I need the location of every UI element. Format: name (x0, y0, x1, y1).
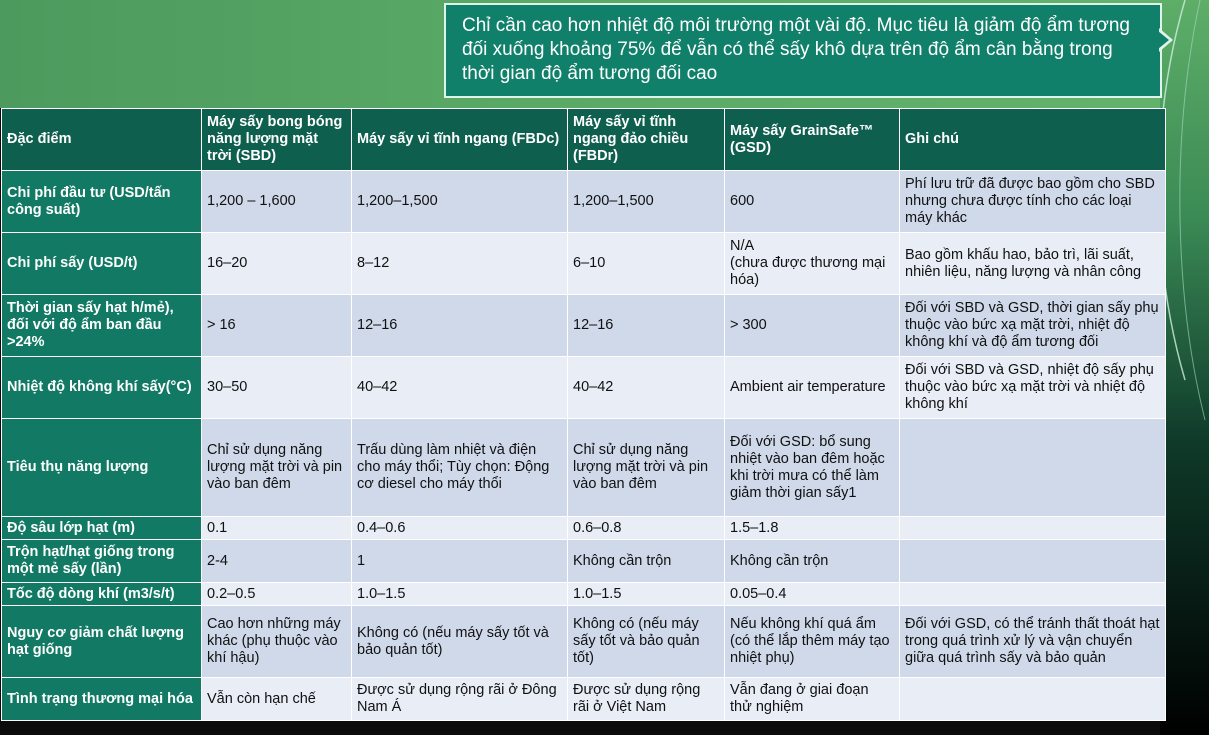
table-header-row (2, 109, 1166, 171)
cell-notes: Đối với GSD, có thể tránh thất thoát hạt trong quá trình xử lý và vận chuyển giữa quá trình sấy và bảo quản (900, 606, 1166, 678)
cell-feature: Tình trạng thương mại hóa (2, 678, 202, 721)
cell-sbd: 2-4 (202, 540, 352, 583)
cell-fbdr: 6–10 (568, 233, 725, 295)
cell-feature: Nhiệt độ không khí sấy(°C) (2, 357, 202, 419)
cell-sbd: 30–50 (202, 357, 352, 419)
cell-notes (900, 540, 1166, 583)
cell-fbdc: Trấu dùng làm nhiệt và điện cho máy thổi; Tùy chọn: Động cơ diesel cho máy thổi (352, 419, 568, 517)
cell-sbd: 0.2–0.5 (202, 583, 352, 606)
table-row (2, 295, 1166, 357)
table-row (2, 233, 1166, 295)
table-row (2, 583, 1166, 606)
cell-feature: Chi phí đầu tư (USD/tấn công suất) (2, 171, 202, 233)
table-row (2, 419, 1166, 517)
table-row (2, 540, 1166, 583)
cell-gsd: Vẫn đang ở giai đoạn thử nghiệm (725, 678, 900, 721)
callout-text: Chỉ cần cao hơn nhiệt độ môi trường một vài độ. Mục tiêu là giảm độ ẩm tương đối xuống khoảng 75% để vẫn có thể sấy khô dựa trên độ ẩm cân bằng trong thời gian độ ẩm tương đối cao (462, 15, 1130, 84)
cell-feature: Thời gian sấy hạt h/mẻ), đối với độ ẩm ban đầu >24% (2, 295, 202, 357)
cell-fbdr: 0.6–0.8 (568, 517, 725, 540)
cell-sbd: 1,200 – 1,600 (202, 171, 352, 233)
cell-notes (900, 419, 1166, 517)
header-gsd: Máy sấy GrainSafe™ (GSD) (725, 109, 900, 171)
cell-fbdc: 0.4–0.6 (352, 517, 568, 540)
cell-fbdc: 8–12 (352, 233, 568, 295)
table-row (2, 357, 1166, 419)
cell-feature: Tốc độ dòng khí (m3/s/t) (2, 583, 202, 606)
cell-fbdc: 1.0–1.5 (352, 583, 568, 606)
cell-sbd: > 16 (202, 295, 352, 357)
cell-gsd: 600 (725, 171, 900, 233)
cell-gsd: 1.5–1.8 (725, 517, 900, 540)
cell-gsd: > 300 (725, 295, 900, 357)
table-row (2, 517, 1166, 540)
cell-gsd: 0.05–0.4 (725, 583, 900, 606)
cell-sbd: Chỉ sử dụng năng lượng mặt trời và pin vào ban đêm (202, 419, 352, 517)
cell-notes: Phí lưu trữ đã được bao gồm cho SBD nhưng chưa được tính cho các loại máy khác (900, 171, 1166, 233)
header-fbdc: Máy sấy vỉ tĩnh ngang (FBDc) (352, 109, 568, 171)
table-row (2, 606, 1166, 678)
cell-fbdc: 40–42 (352, 357, 568, 419)
cell-gsd: Nếu không khí quá ẩm (có thể lắp thêm máy tạo nhiệt phụ) (725, 606, 900, 678)
cell-gsd: Ambient air temperature (725, 357, 900, 419)
cell-fbdr: Không có (nếu máy sấy tốt và bảo quản tốt) (568, 606, 725, 678)
comparison-table (1, 108, 1166, 721)
cell-feature: Nguy cơ giảm chất lượng hạt giống (2, 606, 202, 678)
cell-fbdr: 1.0–1.5 (568, 583, 725, 606)
cell-sbd: 16–20 (202, 233, 352, 295)
cell-fbdr: Không cần trộn (568, 540, 725, 583)
cell-sbd: Cao hơn những máy khác (phụ thuộc vào khí hậu) (202, 606, 352, 678)
cell-fbdc: 12–16 (352, 295, 568, 357)
cell-notes: Đối với SBD và GSD, nhiệt độ sấy phụ thuộc vào bức xạ mặt trời và nhiệt độ không khí (900, 357, 1166, 419)
slide-background-right (1160, 0, 1209, 735)
cell-fbdc: Được sử dụng rộng rãi ở Đông Nam Á (352, 678, 568, 721)
cell-feature: Độ sâu lớp hạt (m) (2, 517, 202, 540)
cell-gsd: Đối với GSD: bổ sung nhiệt vào ban đêm hoặc khi trời mưa có thể làm giảm thời gian sấy1 (725, 419, 900, 517)
cell-fbdr: 12–16 (568, 295, 725, 357)
cell-sbd: Vẫn còn hạn chế (202, 678, 352, 721)
cell-fbdr: 40–42 (568, 357, 725, 419)
cell-fbdr: Chỉ sử dụng năng lượng mặt trời và pin vào ban đêm (568, 419, 725, 517)
cell-fbdr: 1,200–1,500 (568, 171, 725, 233)
cell-gsd: Không cần trộn (725, 540, 900, 583)
header-fbdr: Máy sấy vỉ tĩnh ngang đảo chiều (FBDr) (568, 109, 725, 171)
cell-fbdc: 1,200–1,500 (352, 171, 568, 233)
table-row (2, 678, 1166, 721)
header-sbd: Máy sấy bong bóng năng lượng mặt trời (SBD) (202, 109, 352, 171)
cell-notes: Bao gồm khấu hao, bảo trì, lãi suất, nhiên liệu, năng lượng và nhân công (900, 233, 1166, 295)
callout-note (444, 3, 1162, 98)
cell-fbdr: Được sử dụng rộng rãi ở Việt Nam (568, 678, 725, 721)
cell-notes (900, 517, 1166, 540)
cell-feature: Chi phí sấy (USD/t) (2, 233, 202, 295)
cell-fbdc: Không có (nếu máy sấy tốt và bảo quản tốt) (352, 606, 568, 678)
cell-fbdc: 1 (352, 540, 568, 583)
table-row (2, 171, 1166, 233)
cell-sbd: 0.1 (202, 517, 352, 540)
cell-gsd: N/A (chưa được thương mại hóa) (725, 233, 900, 295)
header-notes: Ghi chú (900, 109, 1166, 171)
cell-notes: Đối với SBD và GSD, thời gian sấy phụ thuộc vào bức xạ mặt trời, nhiệt độ không khí và độ ẩm tương đối (900, 295, 1166, 357)
header-feature: Đặc điểm (2, 109, 202, 171)
cell-feature: Trộn hạt/hạt giống trong một mẻ sấy (lần) (2, 540, 202, 583)
cell-feature: Tiêu thụ năng lượng (2, 419, 202, 517)
cell-notes (900, 678, 1166, 721)
callout-pointer-inner (1158, 31, 1169, 49)
cell-notes (900, 583, 1166, 606)
